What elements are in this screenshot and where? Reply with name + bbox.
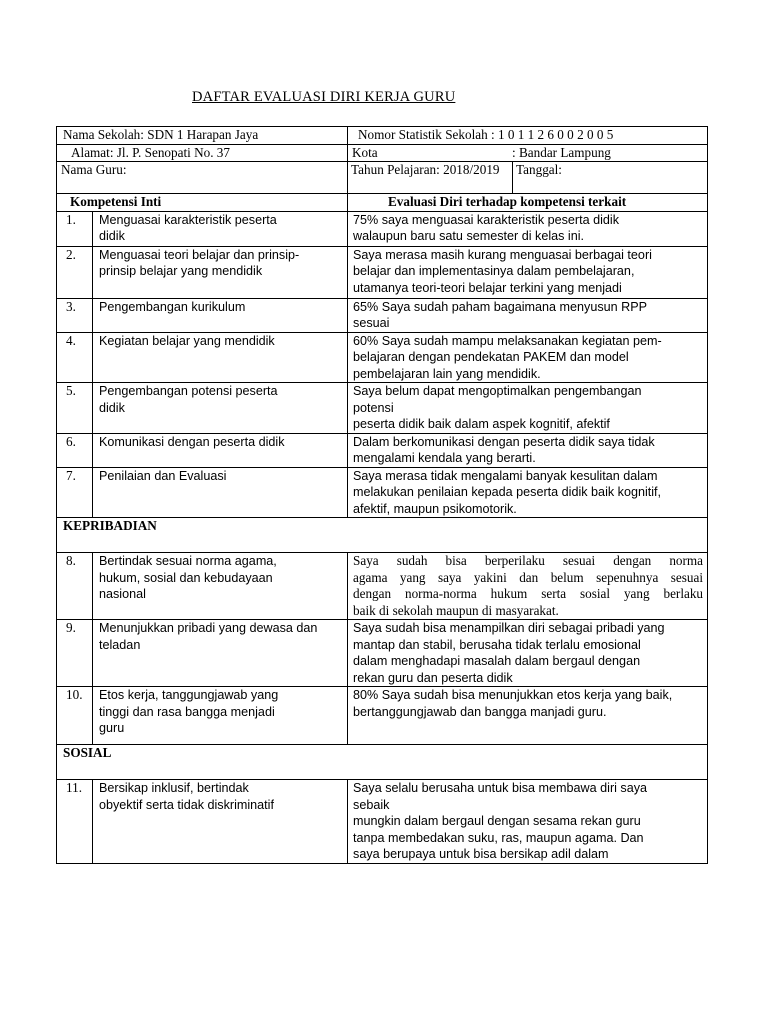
table-row — [57, 433, 708, 467]
kompetensi-line: nasional — [99, 587, 146, 601]
evaluasi-cell — [348, 383, 708, 434]
evaluasi-line: peserta didik baik dalam aspek kognitif, afektif — [353, 417, 610, 431]
evaluasi-line: mantap dan stabil, berusaha tidak terlalu emosional — [353, 637, 641, 652]
kompetensi-line: Penilaian dan Evaluasi — [99, 468, 227, 483]
evaluasi-line: sesuai — [353, 316, 390, 330]
row-address — [57, 144, 708, 162]
evaluasi-cell — [348, 467, 708, 518]
table-row — [57, 687, 708, 745]
kompetensi-cell — [93, 383, 348, 434]
evaluasi-line: Saya sudah bisa menampilkan diri sebagai pribadi yang — [353, 621, 665, 635]
evaluasi-line: melakukan penilaian kepada peserta didik baik kognitif, — [353, 485, 662, 499]
kompetensi-cell — [93, 298, 348, 332]
evaluasi-cell — [348, 332, 708, 383]
evaluasi-line: dalam menghadapi masalah dalam bergaul dengan — [353, 654, 641, 668]
evaluasi-line: Dalam berkomunikasi dengan peserta didik saya tidak — [353, 434, 655, 449]
kompetensi-cell — [93, 467, 348, 518]
kompetensi-line: guru — [99, 721, 125, 735]
kompetensi-line: Menunjukkan pribadi yang dewasa dan — [99, 621, 318, 635]
evaluasi-line: agama yang saya yakini dan belum sepenuhnya sesuai — [353, 569, 704, 585]
kompetensi-line: Komunikasi dengan peserta didik — [99, 434, 285, 449]
evaluasi-line: bertanggungjawab dan bangga manjadi guru. — [353, 704, 607, 719]
table-row — [57, 246, 708, 298]
evaluasi-line: Saya sudah bisa berperilaku sesuai dengan norma — [353, 553, 704, 568]
evaluasi-line: 60% Saya sudah mampu melaksanakan kegiatan pem- — [353, 333, 662, 348]
statistic-number: Nomor Statistik Sekolah : 1 0 1 1 2 6 0 0 2 0 0 5 — [348, 127, 708, 145]
evaluasi-line: tanpa membedakan suku, ras, maupun agama. Dan — [353, 830, 644, 845]
city: Kota : Bandar Lampung — [348, 144, 708, 162]
section-sosial — [57, 745, 708, 780]
kompetensi-cell — [93, 620, 348, 687]
table-row — [57, 553, 708, 620]
evaluasi-line: utamanya teori-teori belajar terkini yang menjadi — [353, 280, 622, 295]
row-number: 4. — [57, 332, 93, 383]
evaluasi-line: walaupun baru satu semester di kelas ini. — [353, 229, 585, 243]
row-teacher — [57, 162, 708, 194]
kepribadian-section — [57, 553, 708, 745]
evaluasi-line: potensi — [353, 400, 394, 415]
kompetensi-line: prinsip belajar yang mendidik — [99, 264, 263, 278]
school-name: Nama Sekolah: SDN 1 Harapan Jaya — [57, 127, 348, 145]
evaluasi-cell — [348, 780, 708, 864]
evaluasi-line: dengan norma-norma hukum serta sosial yang berlaku — [353, 586, 704, 601]
teacher-name: Nama Guru: — [57, 162, 348, 194]
kompetensi-line: Kegiatan belajar yang mendidik — [99, 333, 275, 348]
kompetensi-line: Etos kerja, tanggungjawab yang — [99, 688, 279, 702]
evaluasi-cell — [348, 553, 708, 620]
table-row — [57, 383, 708, 434]
evaluasi-line: mungkin dalam bergaul dengan sesama rekan guru — [353, 814, 641, 828]
table-row — [57, 780, 708, 864]
kompetensi-line: Menguasai teori belajar dan prinsip- — [99, 247, 300, 262]
address: Alamat: Jl. P. Senopati No. 37 — [57, 144, 348, 162]
evaluation-table — [56, 126, 708, 864]
kompetensi-cell — [93, 246, 348, 298]
row-number: 10. — [57, 687, 93, 745]
row-number: 9. — [57, 620, 93, 687]
sosial-section — [57, 780, 708, 864]
evaluasi-line: belajaran dengan pendekatan PAKEM dan model — [353, 350, 629, 364]
header-kompetensi: Kompetensi Inti — [57, 194, 348, 212]
row-number: 3. — [57, 298, 93, 332]
row-number: 5. — [57, 383, 93, 434]
row-school — [57, 127, 708, 145]
table-row — [57, 620, 708, 687]
kompetensi-line: Bertindak sesuai norma agama, — [99, 554, 277, 568]
kompetensi-line: obyektif serta tidak diskriminatif — [99, 797, 274, 812]
row-number: 2. — [57, 246, 93, 298]
kompetensi-line: hukum, sosial dan kebudayaan — [99, 570, 273, 585]
table-row — [57, 467, 708, 518]
row-number: 1. — [57, 211, 93, 246]
kompetensi-line: teladan — [99, 637, 141, 652]
kompetensi-cell — [93, 332, 348, 383]
kompetensi-cell — [93, 687, 348, 745]
evaluasi-line: baik di sekolah maupun di masyarakat. — [353, 602, 559, 618]
evaluasi-cell — [348, 298, 708, 332]
kompetensi-line: Pengembangan kurikulum — [99, 299, 246, 314]
row-number: 7. — [57, 467, 93, 518]
date: Tanggal: — [513, 162, 708, 194]
evaluasi-cell — [348, 433, 708, 467]
school-year: Tahun Pelajaran: 2018/2019 — [348, 162, 513, 194]
evaluasi-cell — [348, 687, 708, 745]
evaluasi-line: saya berupaya untuk bisa bersikap adil dalam — [353, 847, 609, 861]
evaluasi-line: mengalami kendala yang berarti. — [353, 451, 536, 465]
kepribadian-label: KEPRIBADIAN — [57, 518, 708, 553]
evaluasi-line: 75% saya menguasai karakteristik peserta didik — [353, 212, 620, 227]
evaluasi-cell — [348, 246, 708, 298]
kompetensi-cell — [93, 780, 348, 864]
table-row — [57, 298, 708, 332]
evaluasi-line: Saya merasa masih kurang menguasai berbagai teori — [353, 247, 652, 262]
evaluasi-line: belajar dan implementasinya dalam pembelajaran, — [353, 264, 635, 278]
sosial-label: SOSIAL — [57, 745, 708, 780]
kompetensi-line: didik — [99, 229, 125, 243]
evaluasi-line: afektif, maupun psikomotorik. — [353, 501, 517, 516]
evaluasi-cell — [348, 620, 708, 687]
evaluasi-cell — [348, 211, 708, 246]
evaluasi-line: pembelajaran lain yang mendidik. — [353, 366, 541, 381]
pedagogik-section — [57, 211, 708, 518]
document-title: DAFTAR EVALUASI DIRI KERJA GURU — [192, 89, 456, 105]
evaluasi-line: Saya belum dapat mengoptimalkan pengembangan — [353, 384, 642, 398]
kompetensi-line: Pengembangan potensi peserta — [99, 384, 278, 398]
section-kepribadian — [57, 518, 708, 553]
evaluasi-line: Saya merasa tidak mengalami banyak kesulitan dalam — [353, 468, 658, 483]
kompetensi-cell — [93, 553, 348, 620]
kompetensi-cell — [93, 211, 348, 246]
evaluasi-line: 80% Saya sudah bisa menunjukkan etos kerja yang baik, — [353, 688, 673, 702]
evaluasi-line: rekan guru dan peserta didik — [353, 670, 513, 685]
table-row — [57, 332, 708, 383]
kompetensi-line: Menguasai karakteristik peserta — [99, 212, 277, 227]
row-number: 11. — [57, 780, 93, 864]
kompetensi-line: Bersikap inklusif, bertindak — [99, 781, 249, 795]
header-evaluasi: Evaluasi Diri terhadap kompetensi terkait — [348, 194, 708, 212]
row-number: 8. — [57, 553, 93, 620]
kompetensi-line: tinggi dan rasa bangga menjadi — [99, 704, 275, 719]
row-number: 6. — [57, 433, 93, 467]
table-row — [57, 211, 708, 246]
row-headers — [57, 194, 708, 212]
evaluasi-line: sebaik — [353, 797, 390, 812]
kompetensi-line: didik — [99, 400, 125, 415]
kompetensi-cell — [93, 433, 348, 467]
evaluasi-line: 65% Saya sudah paham bagaimana menyusun RPP — [353, 299, 648, 314]
evaluasi-line: Saya selalu berusaha untuk bisa membawa diri saya — [353, 781, 648, 795]
